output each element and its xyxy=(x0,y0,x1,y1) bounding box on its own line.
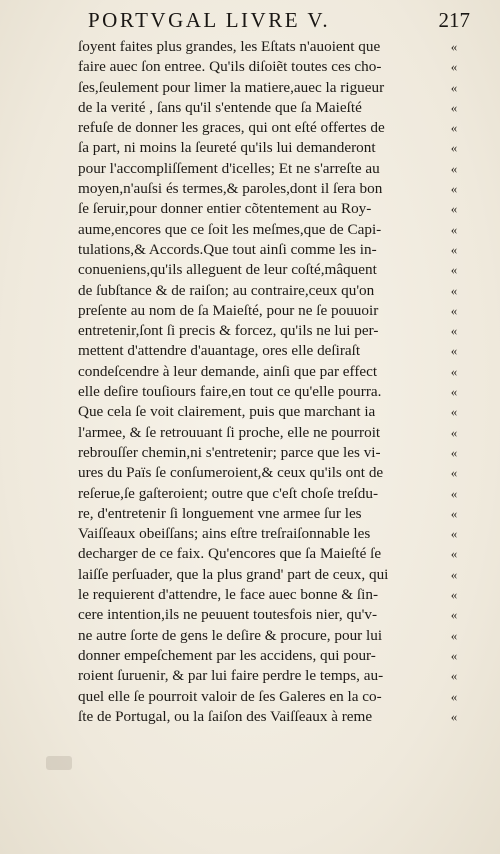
quote-mark: « xyxy=(450,221,458,237)
text-line: reſerue,ſe gaſteroient; outre que c'eſt choſe treſdu- xyxy=(78,484,379,502)
text-line: ſes,ſeulement pour limer la matiere,auec la rigueur xyxy=(78,78,385,96)
text-line: de la verité , ſans qu'il s'entende que ſa Maieſté xyxy=(78,98,362,116)
quote-mark: « xyxy=(450,424,458,440)
bleed-through-mark xyxy=(46,756,72,770)
text-line: faire auec ſon entree. Qu'ils diſoiẽt toutes ces cho- xyxy=(78,58,382,76)
text-line: l'armee, & ſe retrouuant ſi proche, elle ne pourroit xyxy=(78,423,381,441)
text-line: entretenir,ſont ſi precis & forcez, qu'ils ne lui per- xyxy=(78,322,379,340)
quote-mark: « xyxy=(450,404,458,420)
quote-mark: « xyxy=(450,323,458,339)
quote-mark: « xyxy=(450,444,458,460)
text-line: aume,encores que ce ſoit les meſmes,que de Capi- xyxy=(78,220,382,238)
quote-mark: « xyxy=(450,627,458,643)
text-line: ſte de Portugal, ou la ſaiſon des Vaiſſeaux à reme xyxy=(78,707,373,725)
quote-mark: « xyxy=(450,688,458,704)
text-line: ures du Païs ſe conſumeroient,& ceux qu'ils ont de xyxy=(78,464,384,482)
text-line: ne autre ſorte de gens le deſire & procure, pour lui xyxy=(78,626,383,644)
text-line: preſente au nom de ſa Maieſté, pour ne ſe pouuoir xyxy=(78,301,379,319)
quote-mark: « xyxy=(450,201,458,217)
text-line: roient ſuruenir, & par lui faire perdre le temps, au- xyxy=(78,667,384,685)
quote-mark: « xyxy=(450,708,458,724)
quote-mark: « xyxy=(450,505,458,521)
page-header xyxy=(70,8,470,38)
text-line: mettent d'attendre d'auantage, ores elle deſiraſt xyxy=(78,342,361,360)
text-line: donner empeſchement par les accidens, qui pour- xyxy=(78,646,376,664)
text-line: conueniens,qu'ils alleguent de leur coſté,mâquent xyxy=(78,261,377,279)
quote-mark: « xyxy=(450,566,458,582)
quote-mark: « xyxy=(450,343,458,359)
text-line: laiſſe perſuader, que la plus grand' part de ceux, qui xyxy=(78,565,389,583)
quotation-margin xyxy=(442,37,466,727)
text-line: le requierent d'attendre, le face auec bonne & ſin- xyxy=(78,586,379,604)
text-line: Que cela ſe voit clairement, puis que marchant ia xyxy=(78,403,376,421)
quote-mark: « xyxy=(450,120,458,136)
quote-mark: « xyxy=(450,363,458,379)
text-line: refuſe de donner les graces, qui ont eſté offertes de xyxy=(78,119,385,137)
quote-mark: « xyxy=(450,587,458,603)
quote-mark: « xyxy=(450,384,458,400)
quote-mark: « xyxy=(450,465,458,481)
text-line: elle deſire touſiours faire,en tout ce qu'elle pourra. xyxy=(78,383,382,401)
quote-mark: « xyxy=(450,241,458,257)
quote-mark: « xyxy=(450,302,458,318)
text-line: de ſubſtance & de raiſon; au contraire,ceux qu'on xyxy=(78,281,375,299)
body-text xyxy=(78,37,434,727)
quote-mark: « xyxy=(450,647,458,663)
quote-mark: « xyxy=(450,546,458,562)
text-line: condeſcendre à leur demande, ainſi que par effect xyxy=(78,362,378,380)
quote-mark: « xyxy=(450,79,458,95)
quote-mark: « xyxy=(450,39,458,54)
quote-mark: « xyxy=(450,526,458,542)
text-line: ſe ſeruir,pour donner entier cõtentement au Roy- xyxy=(78,200,372,218)
quote-mark: « xyxy=(450,262,458,278)
text-line: Vaiſſeaux obeiſſans; ains eſtre treſraiſonnable les xyxy=(78,525,371,543)
text-line: moyen,n'auſsi és termes,& paroles,dont il ſera bon xyxy=(78,180,383,198)
text-line: ſoyent faites plus grandes, les Eſtats n'auoient que xyxy=(78,38,381,55)
quote-mark: « xyxy=(450,140,458,156)
quote-mark: « xyxy=(450,607,458,623)
page-number: 217 xyxy=(438,8,470,32)
running-title: PORTVGAL LIVRE V. xyxy=(88,8,331,32)
quote-mark: « xyxy=(450,160,458,176)
text-line: rebrouſſer chemin,ni s'entretenir; parce que les vi- xyxy=(78,443,381,461)
text-line: re, d'entretenir ſi longuement vne armee ſur les xyxy=(78,504,362,522)
quote-mark: « xyxy=(450,485,458,501)
quote-mark: « xyxy=(450,282,458,298)
text-line: tulations,& Accords.Que tout ainſi comme les in- xyxy=(78,240,377,258)
text-line: cere intention,ils ne peuuent toutesfois nier, qu'v- xyxy=(78,606,378,624)
text-line: pour l'accompliſſement d'icelles; Et ne s'arreſte au xyxy=(78,159,380,177)
quote-mark: « xyxy=(450,668,458,684)
quote-mark: « xyxy=(450,59,458,75)
text-line: decharger de ce faix. Qu'encores que ſa Maieſté ſe xyxy=(78,545,382,563)
quote-mark: « xyxy=(450,99,458,115)
text-line: quel elle ſe pourroit valoir de ſes Galeres en la co- xyxy=(78,687,382,705)
text-line: ſa part, ni moins la ſeureté qu'ils lui demanderont xyxy=(78,139,376,157)
quote-mark: « xyxy=(450,181,458,197)
